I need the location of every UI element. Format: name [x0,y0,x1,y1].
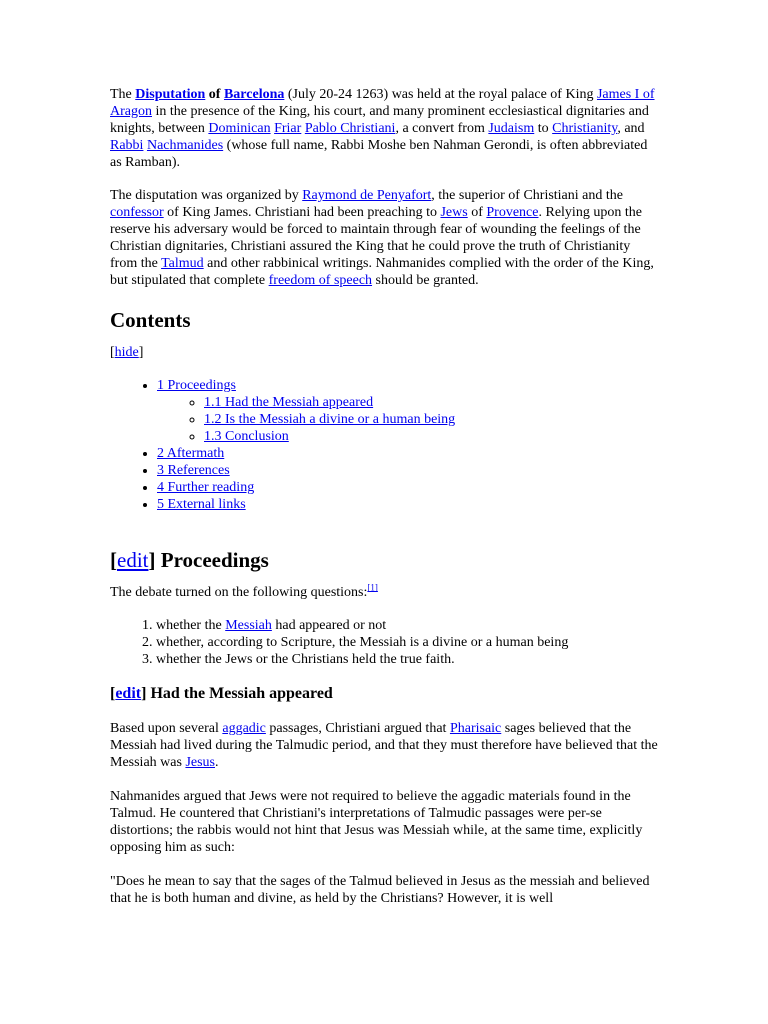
toc-item [157,462,658,479]
questions-list [110,617,658,668]
text: The debate turned on the following questions: [110,585,368,600]
link-pharisaic[interactable]: Pharisaic [449,721,502,736]
text: to [534,121,553,136]
toc-link-further-reading[interactable]: 4 Further reading [157,480,255,495]
text: had appeared or not [271,618,387,633]
link-disputation[interactable]: Disputation [135,87,206,102]
toc-link-references[interactable]: 3 References [157,463,230,478]
toc-subitem [204,411,658,428]
bracket: [ [110,685,116,702]
link-jews[interactable]: Jews [440,205,468,220]
link-nachmanides[interactable]: Nachmanides [146,138,224,153]
nahmanides-argument-paragraph: Nahmanides argued that Jews were not required to believe the aggadic materials found in the Talmud. He countered that Christiani's interpretations of Talmudic passages were per-se distortions; the rabbis would not hint that Jesus was Messiah while, at the same time, explicitly opposing him as such: [110,789,643,855]
toc-link-proceedings[interactable]: 1 Proceedings [157,378,236,393]
link-messiah[interactable]: Messiah [225,618,272,633]
list-item: 3. whether the Jews or the Christians held the true faith. [156,651,658,668]
text: in the presence of the King, his court, and many prominent ecclesiastical dignitaries and knights, between [110,104,649,136]
link-freedom-of-speech[interactable]: freedom of speech [268,273,373,288]
text: (whose full name, Rabbi Moshe ben Nahman Gerondi, is often abbreviated as Ramban). [110,138,648,170]
proceedings-heading [110,547,658,573]
christiani-argument-paragraph [110,720,658,771]
bracket: [ [110,345,115,360]
text: of [467,205,487,220]
contents-heading: Contents [110,308,191,332]
messiah-appeared-heading [110,684,658,704]
bracket: ] [138,345,144,360]
reference-link[interactable]: [1] [367,582,378,593]
list-item [156,617,658,634]
toc-link-conclusion[interactable]: 1.3 Conclusion [204,429,289,444]
quote-paragraph: "Does he mean to say that the sages of the Talmud believed in Jesus as the messiah and believed that he is both human and divine, as held by the Christians? However, it is well [110,874,650,906]
link-dominican[interactable]: Dominican [208,121,271,136]
toc-link-divine-or-human[interactable]: 1.2 Is the Messiah a divine or a human being [204,412,456,427]
text: sages believed that the Messiah had lived during the Talmudic period, and that they must therefore have believed that the Messiah was [110,721,658,770]
text: of King James. Christiani had been preaching to [163,205,441,220]
link-christianity[interactable]: Christianity [552,121,618,136]
link-friar[interactable]: Friar [274,121,302,136]
text: . [215,755,219,770]
link-confessor[interactable]: confessor [110,205,164,220]
bracket: [ [110,548,117,572]
toc-item [157,445,658,462]
toc-subitem [204,428,658,445]
text: whether the [156,618,226,633]
link-james[interactable]: James I of Aragon [110,87,655,119]
toc-link-messiah-appeared[interactable]: 1.1 Had the Messiah appeared [204,395,374,410]
section-title: Proceedings [155,548,269,572]
table-of-contents [110,377,658,513]
text: , a convert from [395,121,489,136]
link-raymond[interactable]: Raymond de Penyafort [302,188,432,203]
toc-item [157,479,658,496]
text: and other rabbinical writings. Nahmanides complied with the order of the King, but stipulated that complete [110,256,654,288]
toc-sublist [157,394,658,445]
text: (July 20-24 1263) was held at the royal palace of King [284,87,597,102]
toc-subitem [204,394,658,411]
bracket: ] [148,548,156,572]
link-pablo[interactable]: Pablo Christiani [304,121,396,136]
intro-paragraph [110,86,658,171]
text: , and [617,121,645,136]
list-item: 2. whether, according to Scripture, the Messiah is a divine or a human being [156,634,658,651]
link-rabbi[interactable]: Rabbi [110,138,144,153]
text: should be granted. [372,273,479,288]
text: . Relying upon the reserve his adversary would be forced to maintain through fear of wounding the feelings of the Christian dignitaries, Christiani assured the King that he could prove the truth of Christianity from the [110,205,642,271]
text: of [205,87,224,102]
toc-item [157,377,658,445]
link-talmud[interactable]: Talmud [161,256,204,271]
text: The [110,87,136,102]
link-judaism[interactable]: Judaism [488,121,535,136]
link-aggadic[interactable]: aggadic [222,721,266,736]
text: The disputation was organized by [110,188,303,203]
link-barcelona[interactable]: Barcelona [223,87,285,102]
text: passages, Christiani argued that [265,721,450,736]
toc-item [157,496,658,513]
organization-paragraph [110,187,658,289]
edit-messiah-link[interactable]: edit [115,685,142,702]
toc-toggle [110,344,658,361]
link-provence[interactable]: Provence [486,205,539,220]
section-title: Had the Messiah appeared [146,685,333,702]
article-body [110,86,658,924]
link-jesus[interactable]: Jesus [185,755,215,770]
edit-proceedings-link[interactable]: edit [117,548,149,572]
toc-link-aftermath[interactable]: 2 Aftermath [157,446,225,461]
toc-link-external-links[interactable]: 5 External links [157,497,246,512]
hide-toc-link[interactable]: hide [114,345,139,360]
bracket: ] [141,685,147,702]
text: Based upon several [110,721,223,736]
text: , the superior of Christiani and the [431,188,623,203]
proceedings-intro [110,584,658,601]
